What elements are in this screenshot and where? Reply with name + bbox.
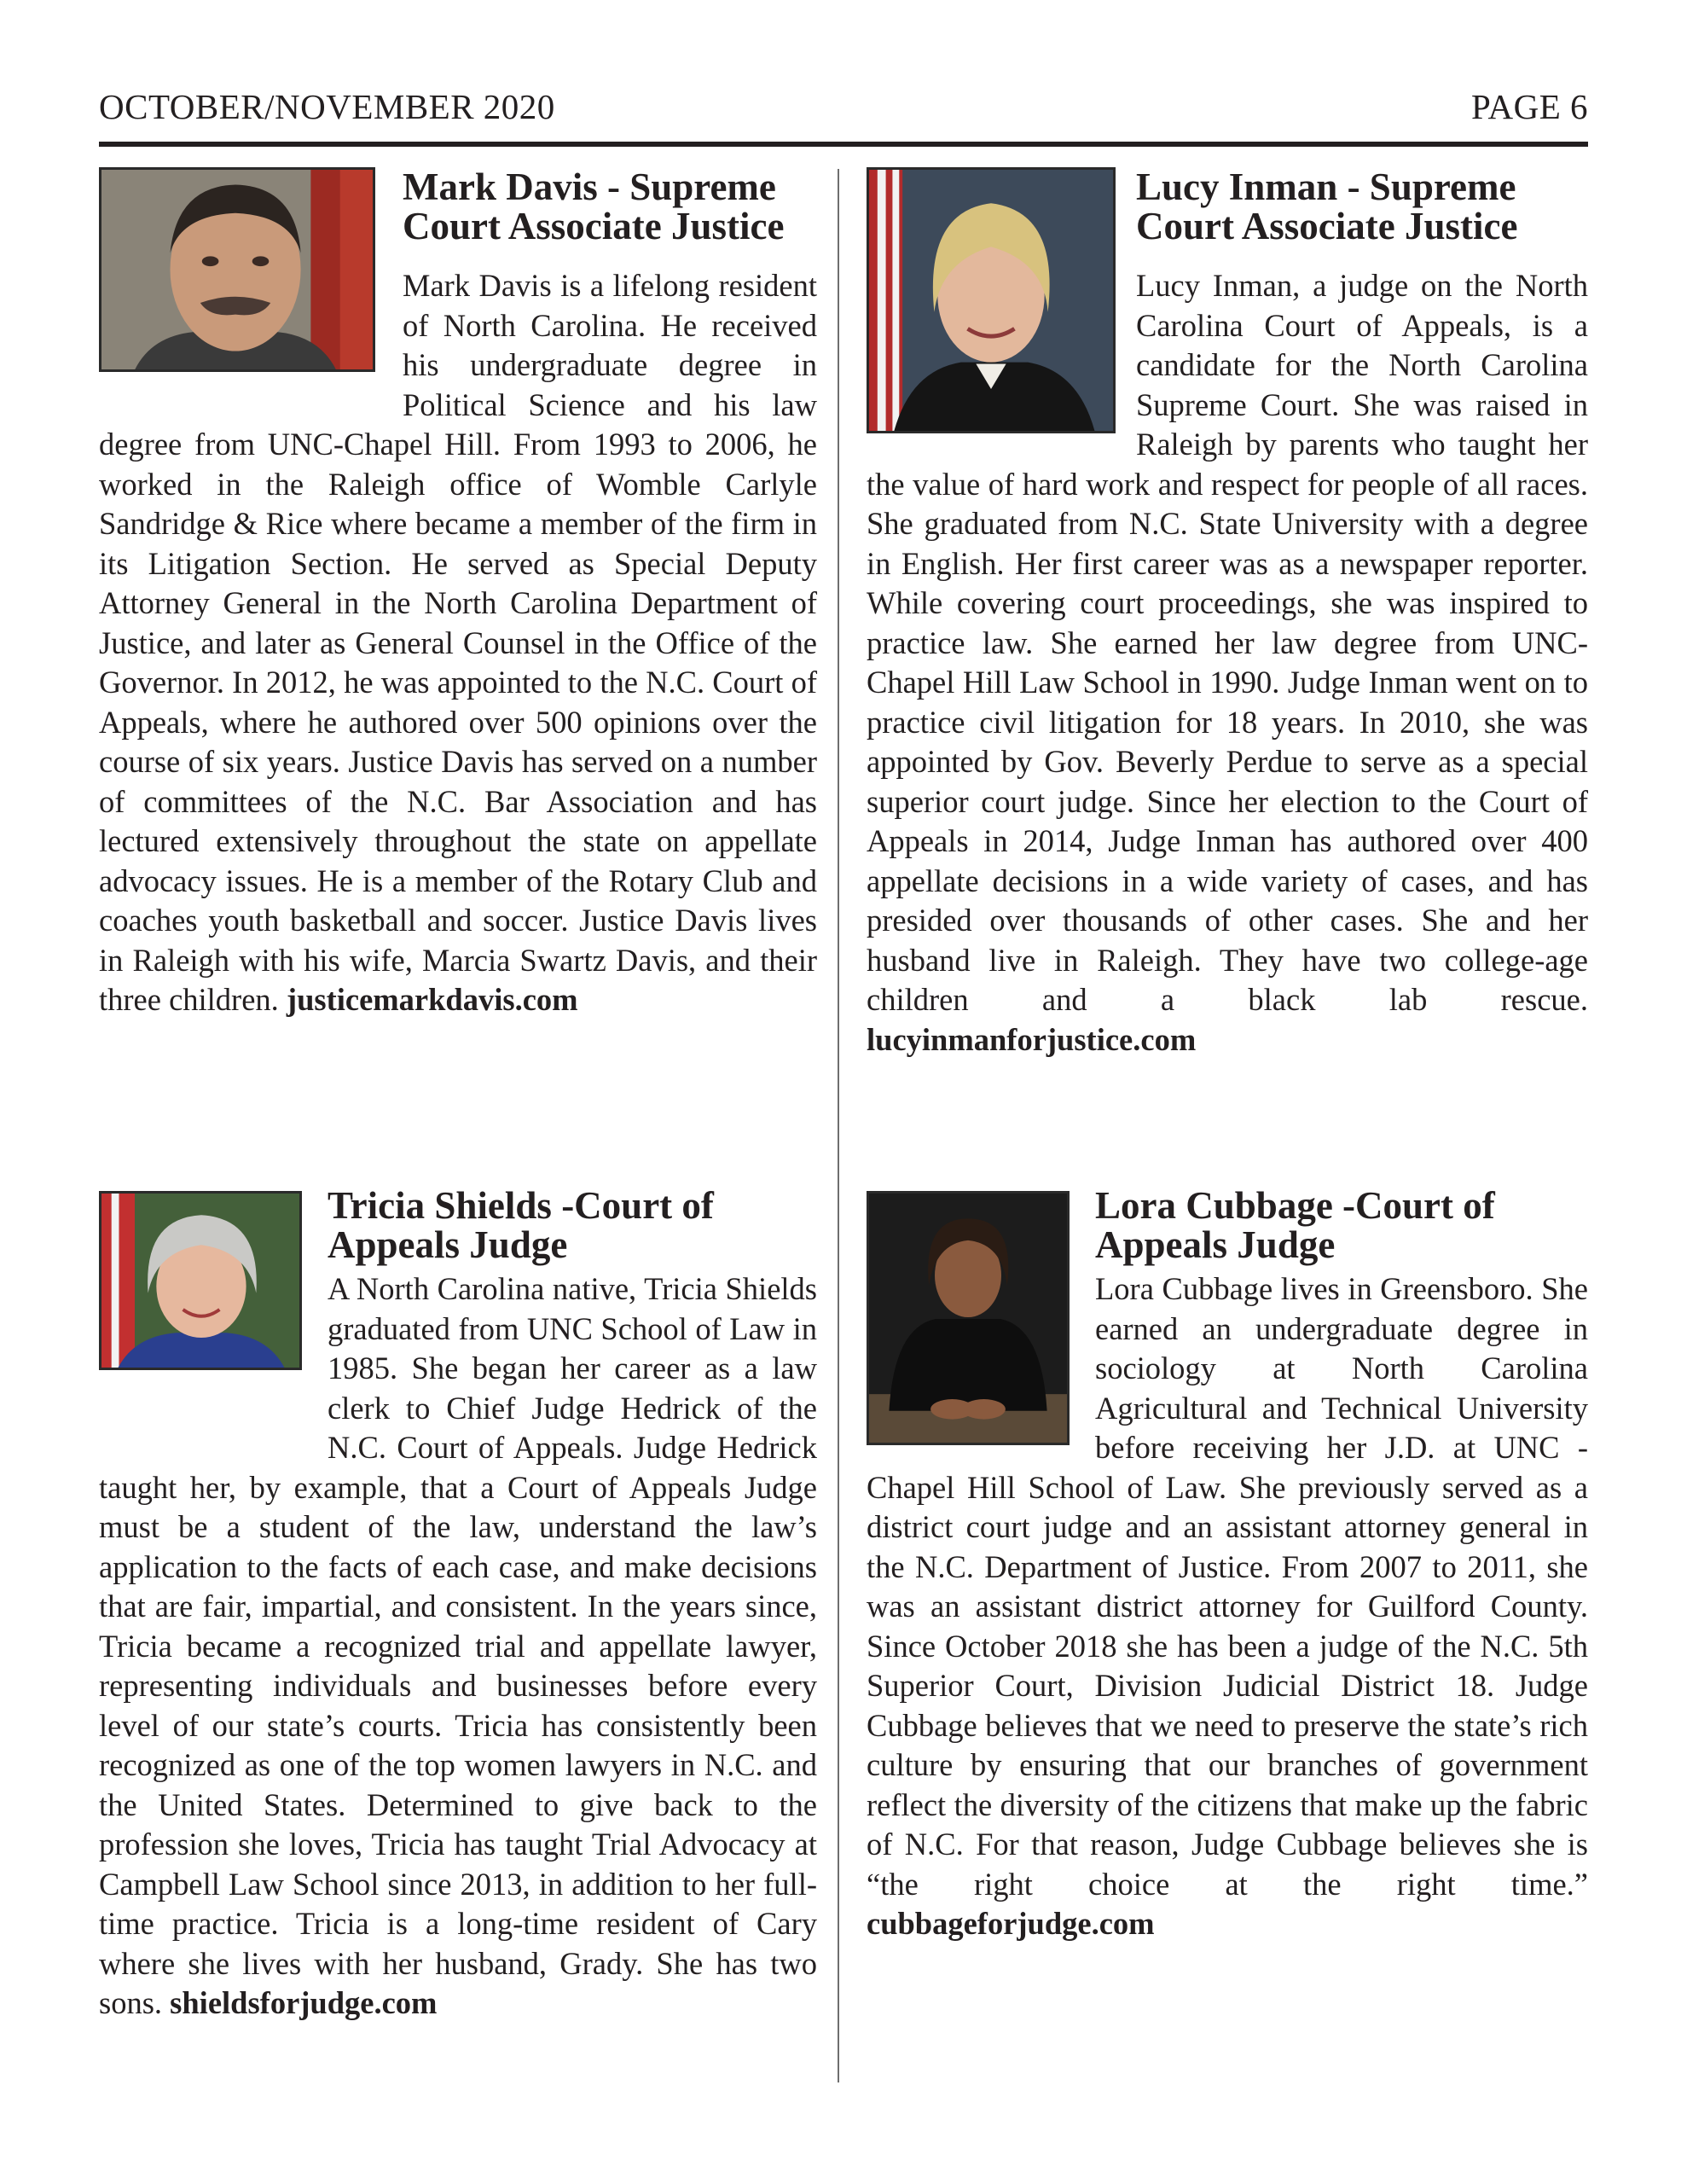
lora-cubbage-name: Lora Cubbage -Court of Appeals Judge [1095, 1184, 1495, 1266]
header-rule [99, 142, 1588, 147]
tricia-shields-photo [99, 1191, 302, 1370]
tricia-shields-bio [99, 1269, 817, 2024]
mark-davis-name: Mark Davis - Supreme Court Associate Justice [403, 166, 785, 247]
issue-date: OCTOBER/NOVEMBER 2020 [99, 87, 555, 126]
page-number: PAGE 6 [1470, 87, 1588, 126]
mark-davis-website-link[interactable]: justicemarkdavis.com [286, 982, 578, 1017]
mark-davis-photo [99, 167, 375, 372]
profile-lucy-inman [867, 167, 1588, 1060]
profile-lora-cubbage [867, 1186, 1588, 1944]
lucy-inman-name: Lucy Inman - Supreme Court Associate Justice [1136, 166, 1518, 247]
tricia-shields-website-link[interactable]: shieldsforjudge.com [170, 1985, 438, 2020]
lucy-inman-website-link[interactable]: lucyinmanforjustice.com [867, 1021, 1197, 1057]
profile-mark-davis [99, 167, 817, 1020]
lora-cubbage-photo [867, 1191, 1070, 1445]
mark-davis-bio [99, 266, 817, 1020]
lora-cubbage-website-link[interactable]: cubbageforjudge.com [867, 1906, 1155, 1941]
lora-cubbage-bio-text: Lora Cubbage lives in Greensboro. She earned an undergraduate degree in sociology at North Carolina Agricultural and Technical University before receiving her J.D. at UNC - Chapel Hill School of Law. She previously served as a district court judge and an assistant attorney general in the N.C. Department of Justice. From 2007 to 2011, she was an assistant district attorney for Guilford County. Since October 2018 she has been a judge of the N.C. 5th Superior Court, Division Judicial District 18. Judge Cubbage believes that we need to preserve the state’s rich culture by ensuring that our branches of government reflect the diversity of the citizens that make up the fabric of N.C. For that reason, Judge Cubbage believes she is “the right choice at the right time.” [867, 1271, 1588, 1902]
lucy-inman-photo [867, 167, 1116, 433]
column-divider [838, 169, 839, 2082]
tricia-shields-name: Tricia Shields -Court of Appeals Judge [328, 1184, 714, 1266]
profile-tricia-shields [99, 1186, 817, 2024]
mark-davis-bio-text: Mark Davis is a lifelong resident of North Carolina. He received his undergraduate degree in Political Science and his law degree from UNC-Chapel Hill. From 1993 to 2006, he worked in the Raleigh office of Womble Carlyle Sandridge & Rice where became a member of the firm in its Litigation Section. He served as Special Deputy Attorney General in the North Carolina Department of Justice, and later as General Counsel in the Office of the Governor. In 2012, he was appointed to the N.C. Court of Appeals, where he authored over 500 opinions over the course of six years. Justice Davis has served on a number of committees of the N.C. Bar Association and has lectured extensively throughout the state on appellate advocacy issues. He is a member of the Rotary Club and coaches youth basketball and soccer. Justice Davis lives in Raleigh with his wife, Marcia Swartz Davis, and their three children. [99, 268, 817, 1017]
tricia-shields-bio-text: A North Carolina native, Tricia Shields graduated from UNC School of Law in 1985. She began her career as a law clerk to Chief Judge Hedrick of the N.C. Court of Appeals. Judge Hedrick taught her, by example, that a Court of Appeals Judge must be a student of the law, understand the law’s application to the facts of each case, and make decisions that are fair, impartial, and consistent. In the years since, Tricia became a recognized trial and appellate lawyer, representing individuals and businesses before every level of our state’s courts. Tricia has consistently been recognized as one of the top women lawyers in N.C. and the United States. Determined to give back to the profession she loves, Tricia has taught Trial Advocacy at Campbell Law School since 2013, in addition to her full-time practice. Tricia is a long-time resident of Cary where she lives with her husband, Grady. She has two sons. [99, 1271, 817, 2020]
lucy-inman-bio-text: Lucy Inman, a judge on the North Carolina Court of Appeals, is a candidate for the North Carolina Supreme Court. She was raised in Raleigh by parents who taught her the value of hard work and respect for people of all races. She graduated from N.C. State University with a degree in English. Her first career was as a newspaper reporter. While covering court proceedings, she was inspired to practice law. She earned her law degree from UNC-Chapel Hill Law School in 1990. Judge Inman went on to practice civil litigation for 18 years. In 2010, she was appointed by Gov. Beverly Perdue to serve as a special superior court judge. Since her election to the Court of Appeals in 2014, Judge Inman has authored over 400 appellate decisions in a wide variety of cases, and has presided over thousands of other cases. She and her husband live in Raleigh. They have two college-age children and a black lab rescue. [867, 268, 1588, 1017]
